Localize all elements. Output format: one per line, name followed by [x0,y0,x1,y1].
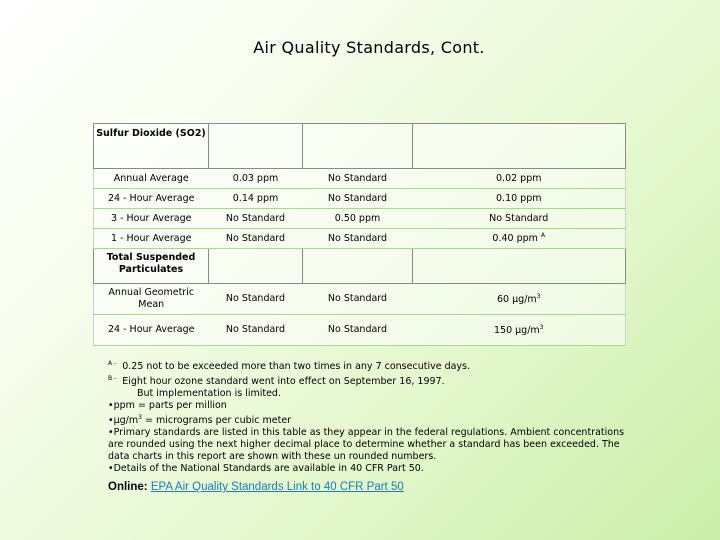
cell-value-text: 60 µg/m [497,294,537,306]
cell-value [413,315,626,346]
header-cell-empty [413,249,626,284]
cell-value: 0.02 ppm [413,169,626,189]
cell-value: No Standard [413,209,626,229]
cell-value: No Standard [209,284,303,315]
row-label: 3 - Hour Average [94,209,209,229]
cell-value [413,229,626,249]
footnote-a-text: 0.25 not to be exceeded more than two times in any 7 consecutive days. [122,361,471,373]
cell-value: 0.50 ppm [303,209,413,229]
unit-superscript: 3 [536,293,541,301]
online-label: Online: [108,481,148,493]
cell-value-text: 150 µg/m [493,325,540,337]
table-row [94,229,626,249]
note-ugm3 [108,412,628,427]
cell-value: No Standard [303,284,413,315]
cell-value: 0.14 ppm [209,189,303,209]
note-primary: •Primary standards are listed in this table as they appear in the federal regulations. Ambient concentrations are rounded using the next higher decimal place to determine whether a standard has been exceeded. The data charts in this report are shown with these un rounded numbers. [108,427,625,463]
header-cell-empty [303,124,413,169]
cell-value: No Standard [303,169,413,189]
note-ppm: •ppm = parts per million [108,400,227,412]
header-cell-empty [209,249,303,284]
table-row [94,189,626,209]
footnote-marker: A [540,232,546,240]
cell-value: No Standard [209,229,303,249]
cell-value: No Standard [303,315,413,346]
footnote-b-continued: But implementation is limited. [137,388,281,400]
header-cell-empty [413,124,626,169]
table-row [94,284,626,315]
note-ugm3-text: = micrograms per cubic meter [141,415,292,427]
cell-value: 0.10 ppm [413,189,626,209]
table-row [94,209,626,229]
row-label: Annual Average [94,169,209,189]
cell-value: No Standard [303,229,413,249]
cell-value: No Standard [209,209,303,229]
footnote-b-text: Eight hour ozone standard went into effect on September 16, 1997. [122,376,445,388]
footnote-a-marker: A - [108,360,117,367]
row-label: Annual Geometric Mean [94,284,209,315]
footnote-b [108,373,628,388]
row-label: 24 - Hour Average [94,189,209,209]
table-row [94,315,626,346]
header-cell-empty [209,124,303,169]
section-label: Total Suspended Particulates [94,249,209,284]
epa-standards-link[interactable]: EPA Air Quality Standards Link to 40 CFR Part 50 [150,481,404,493]
cell-value [413,284,626,315]
section-header-tsp [94,249,626,284]
table-row [94,169,626,189]
cell-value: No Standard [303,189,413,209]
section-label: Sulfur Dioxide (SO2) [94,124,209,169]
standards-table [93,123,626,346]
page-title: Air Quality Standards, Cont. [253,38,485,57]
footnotes [108,358,628,475]
row-label: 24 - Hour Average [94,315,209,346]
cell-value: 0.03 ppm [209,169,303,189]
section-header-so2 [94,124,626,169]
cell-value: No Standard [209,315,303,346]
footnote-a [108,358,628,373]
cell-value-text: 0.40 ppm [492,233,538,245]
unit-superscript: 3 [539,324,544,332]
online-reference [108,481,404,493]
row-label: 1 - Hour Average [94,229,209,249]
header-cell-empty [303,249,413,284]
note-details: •Details of the National Standards are available in 40 CFR Part 50. [108,463,424,475]
footnote-b-marker: B - [108,375,117,383]
note-ugm3-unit: •µg/m [108,415,139,427]
unit-superscript: 3 [138,414,142,422]
